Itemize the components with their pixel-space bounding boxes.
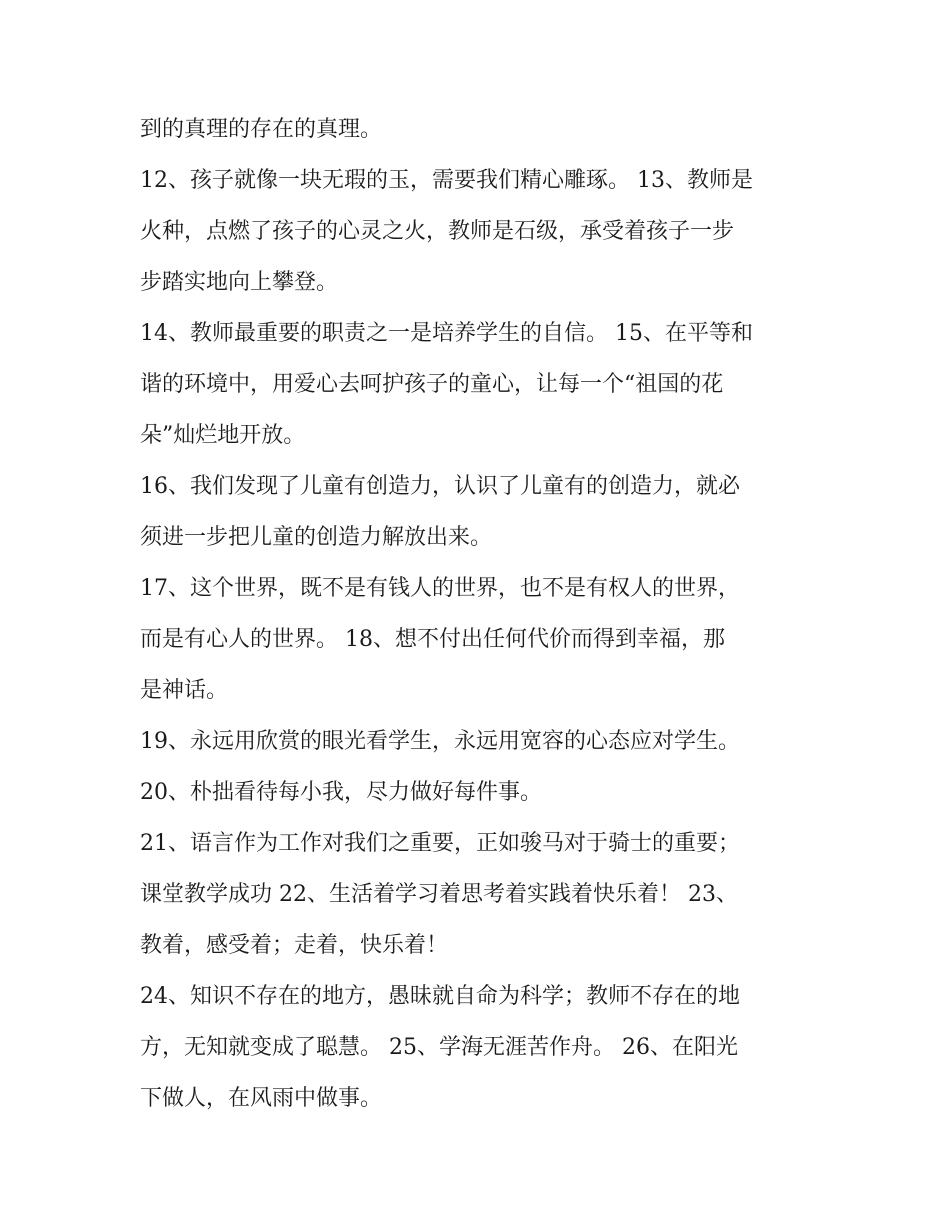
text-line: 课堂教学成功 22、生活着学习着思考着实践着快乐着！ 23、 bbox=[140, 882, 738, 907]
text-line: 火种，点燃了孩子的心灵之火，教师是石级，承受着孩子一步 bbox=[140, 219, 735, 244]
text-line: 12、孩子就像一块无瑕的玉，需要我们精心雕琢。 13、教师是 bbox=[140, 168, 753, 193]
text-line: 16、我们发现了儿童有创造力，认识了儿童有的创造力，就必 bbox=[140, 474, 740, 499]
text-line: 到的真理的存在的真理。 bbox=[140, 117, 383, 142]
text-line: 朵”灿烂地开放。 bbox=[140, 423, 306, 448]
text-line: 步踏实地向上攀登。 bbox=[140, 270, 339, 295]
text-line: 下做人，在风雨中做事。 bbox=[140, 1086, 383, 1111]
text-line: 19、永远用欣赏的眼光看学生，永远用宽容的心态应对学生。 bbox=[140, 729, 740, 754]
text-line: 谐的环境中，用爱心去呵护孩子的童心，让每一个“祖国的花 bbox=[140, 372, 724, 397]
text-line: 24、知识不存在的地方，愚昧就自命为科学；教师不存在的地 bbox=[140, 984, 740, 1009]
text-line: 20、朴拙看待每小我，尽力做好每件事。 bbox=[140, 780, 542, 805]
text-line: 17、这个世界，既不是有钱人的世界，也不是有权人的世界， bbox=[140, 576, 740, 601]
text-line: 21、语言作为工作对我们之重要，正如骏马对于骑士的重要； bbox=[140, 831, 740, 856]
text-line: 14、教师最重要的职责之一是培养学生的自信。 15、在平等和 bbox=[140, 321, 753, 346]
text-line: 是神话。 bbox=[140, 678, 229, 703]
text-line: 须进一步把儿童的创造力解放出来。 bbox=[140, 525, 493, 550]
document-body bbox=[140, 104, 830, 1124]
text-line: 方，无知就变成了聪慧。 25、学海无涯苦作舟。 26、在阳光 bbox=[140, 1035, 738, 1060]
text-line: 而是有心人的世界。 18、想不付出任何代价而得到幸福，那 bbox=[140, 627, 725, 652]
text-line: 教着，感受着；走着，快乐着！ bbox=[140, 933, 449, 958]
